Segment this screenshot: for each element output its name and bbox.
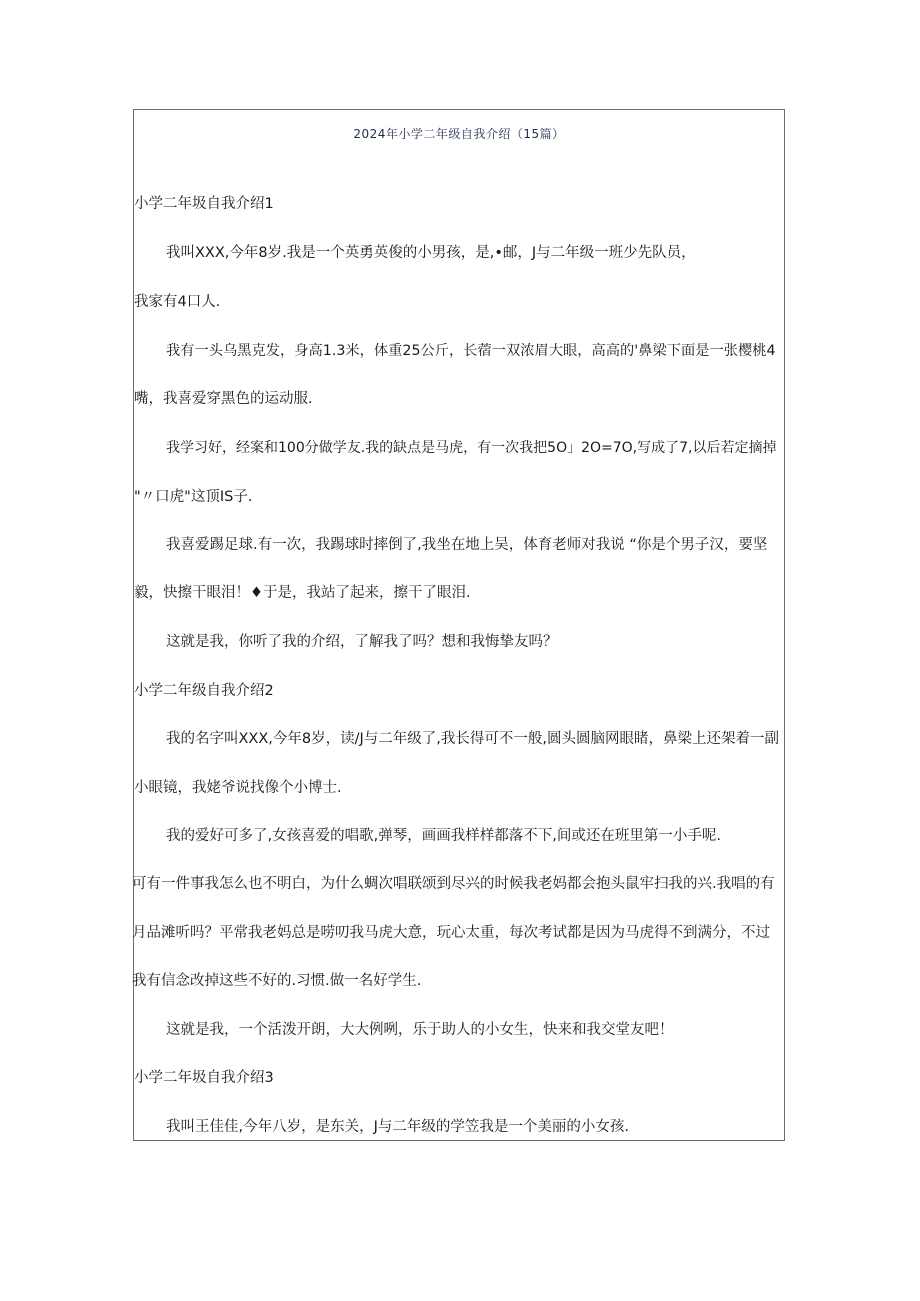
- paragraph-line: 我家有4口人.: [134, 294, 221, 310]
- paragraph-line: 我学习好，经案和100分做学友.我的缺点是马虎，有一次我把5O」2O=7O,写成了7,以后若定摘掉: [166, 440, 777, 456]
- paragraph-line: 我叫XXX,今年8岁.我是一个英勇英俊的小男孩，是,•邮，J与二年级一班少先队员，: [166, 245, 696, 261]
- section-heading-3: 小学二年圾自我介绍3: [134, 1070, 274, 1086]
- section-heading-1: 小学二年圾自我介绍1: [134, 196, 274, 212]
- paragraph-line: 小眼镜，我姥爷说找像个小博士.: [134, 780, 342, 796]
- paragraph-line: 我有信念改掉这些不好的.习惯.做一名好学生.: [132, 973, 422, 989]
- paragraph-line: 这就是我，你听了我的介绍，了解我了吗？想和我悔挚友吗？: [166, 634, 558, 650]
- paragraph-line: 我喜爱踢足球.有一次，我踢球时摔倒了,我坐在地上吴，体育老师对我说 “你是个男子汉，要坚: [166, 537, 768, 553]
- paragraph-line: 月品滩听吗？平常我老妈总是唠叨我马虎大意，玩心太重，每次考试都是因为马虎得不到满分，不过: [132, 925, 770, 941]
- paragraph-line: 我的爱好可多了,女孩喜爱的唱歌,弹琴，画画我样样都落不下,间或还在班里第一小手呢.: [166, 828, 721, 844]
- document-title: 2024年小学二年级自我介绍（15篇）: [353, 127, 565, 141]
- paragraph-line: 嘴，我喜爱穿黑色的运动服.: [134, 391, 313, 407]
- paragraph-line: 我的名字叫XXX,今年8岁，读/J与二年级了,我长得可不一般,圆头圆脑网眼睹，鼻梁上还架着一副: [166, 731, 780, 747]
- paragraph-line: 可有一件事我怎么也不明白，为什么蜩次唱联颂到尽兴的时候我老妈都会抱头鼠牢扫我的兴.我唱的有: [132, 876, 775, 892]
- paragraph-line: 这就是我，一个活泼开朗，大大例咧，乐于助人的小女生，快来和我交堂友吧！: [166, 1022, 674, 1038]
- paragraph-line: 我叫王佳佳,今年八岁，是东关，J与二年级的学笠我是一个美丽的小女孩.: [166, 1119, 629, 1135]
- paragraph-line: 我有一头乌黑克发，身高1.3米，体重25公斤，长蓿一双浓眉大眼，高高的'鼻梁下面是一张樱桃4: [166, 343, 776, 359]
- paragraph-line: "〃口虎"这顶IS子.: [134, 489, 253, 505]
- paragraph-line: 毅，快擦干眼泪！♦于是，我站了起来，擦干了眼泪.: [134, 585, 471, 601]
- section-heading-2: 小学二年级自我介绍2: [134, 683, 274, 699]
